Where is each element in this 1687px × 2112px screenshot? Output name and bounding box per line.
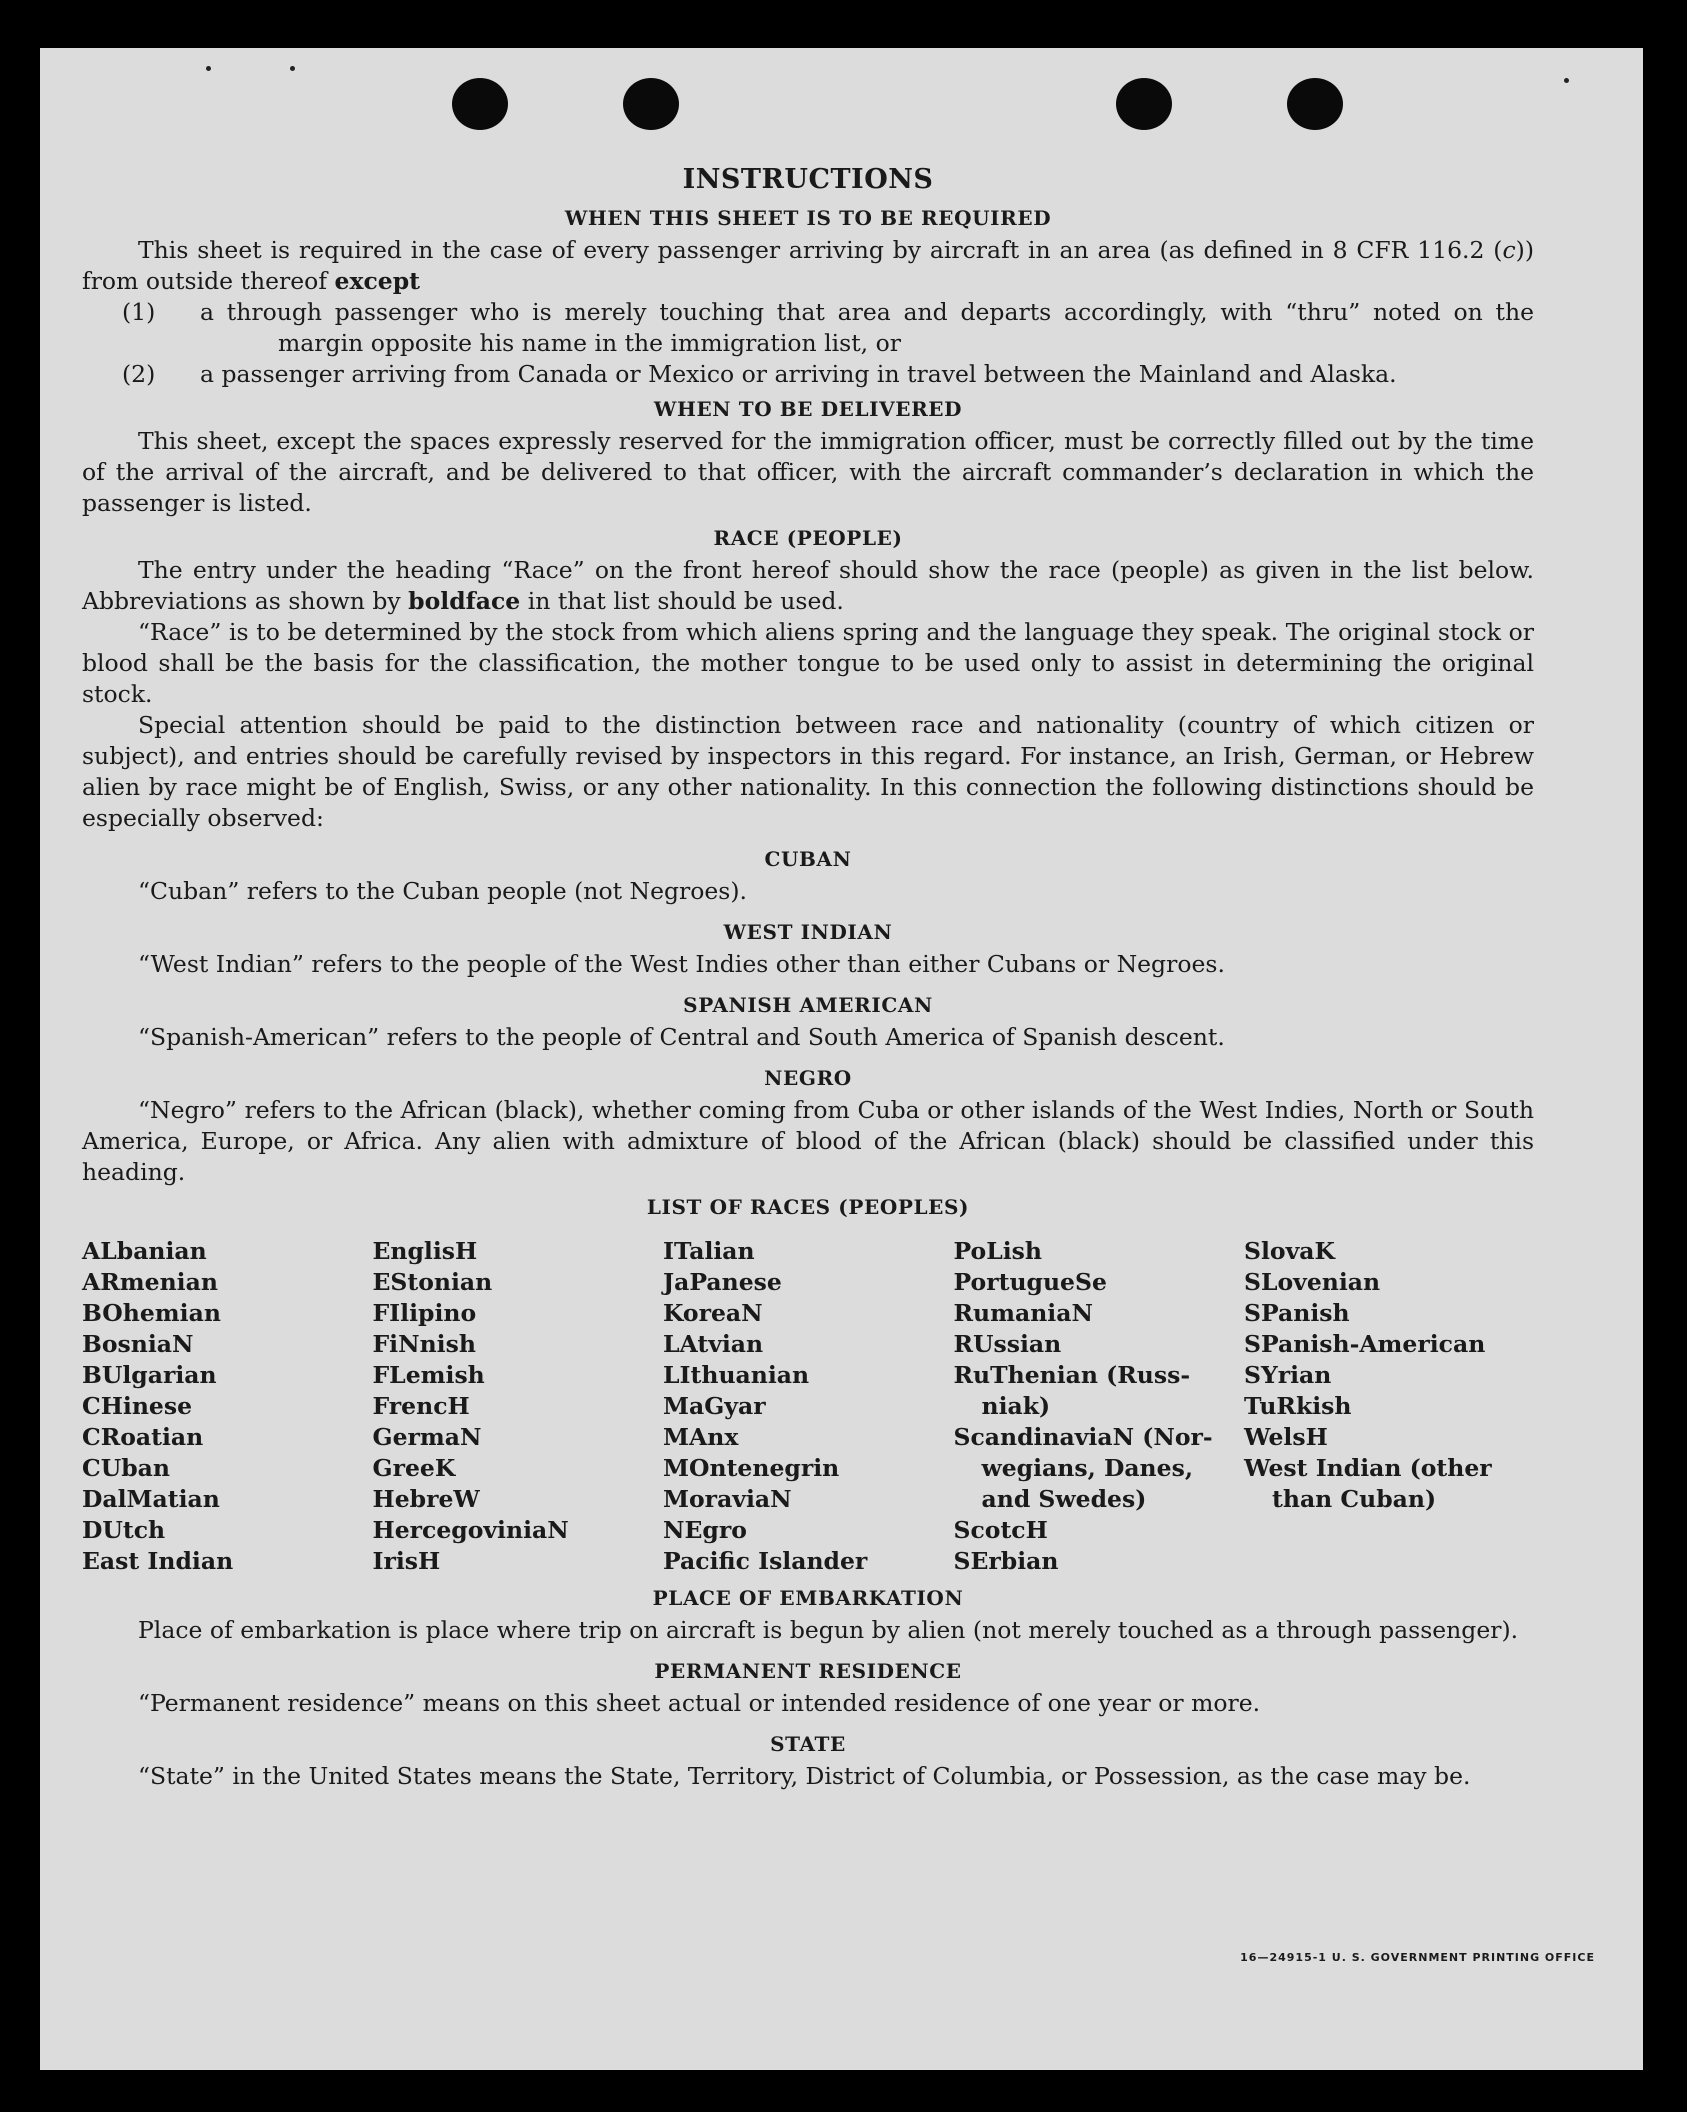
section-heading-list-of-races: LIST OF RACES (PEOPLES) <box>646 1195 970 1219</box>
section-heading-delivered: WHEN TO BE DELIVERED <box>653 397 963 421</box>
race-entry: WelsH <box>1244 1423 1328 1451</box>
state-text: “State” in the United States means the State, Territory, District of Columbia, or Possession, as the case may be. <box>138 1762 1471 1790</box>
races-column <box>954 1236 1244 1577</box>
section-heading-race: RACE (PEOPLE) <box>713 526 903 550</box>
punch-hole <box>623 78 679 130</box>
punch-hole <box>1116 78 1172 130</box>
spanish-american-text: “Spanish-American” refers to the people of Central and South America of Spanish descent. <box>138 1023 1225 1051</box>
scan-speck <box>290 66 295 71</box>
race-entry: niak) <box>981 1392 1051 1420</box>
section-heading-cuban: CUBAN <box>764 847 852 871</box>
race-entry: MoraviaN <box>663 1485 792 1513</box>
printing-office-code: 16—24915-1 U. S. GOVERNMENT PRINTING OFFICE <box>1240 1951 1595 1964</box>
race-entry: EStonian <box>372 1268 493 1296</box>
race-entry: ScotcH <box>953 1516 1048 1544</box>
section-heading-residence: PERMANENT RESIDENCE <box>654 1659 962 1683</box>
section-heading-embarkation: PLACE OF EMBARKATION <box>652 1586 964 1610</box>
race-entry: SYrian <box>1244 1361 1332 1389</box>
race-entry: MAnx <box>663 1423 739 1451</box>
race-entry: ALbanian <box>82 1237 207 1265</box>
document-sheet <box>40 48 1643 2070</box>
race-entry: SErbian <box>953 1547 1059 1575</box>
cuban-text: “Cuban” refers to the Cuban people (not Negroes). <box>138 877 748 905</box>
race-paragraph-2: “Race” is to be determined by the stock from which aliens spring and the language they speak. The original stock or blood shall be the basis for the classification, the mother tongue to be used only to assist in determining the original stock. <box>82 618 1534 708</box>
race-entry: FrencH <box>372 1392 470 1420</box>
race-entry: MOntenegrin <box>663 1454 840 1482</box>
punch-hole <box>1287 78 1343 130</box>
race-entry: BosniaN <box>82 1330 194 1358</box>
race-entry: EnglisH <box>372 1237 478 1265</box>
race-entry: DalMatian <box>82 1485 220 1513</box>
race-entry: than Cuban) <box>1272 1485 1437 1513</box>
scan-speck <box>1564 78 1569 83</box>
race-entry: HebreW <box>372 1485 480 1513</box>
race-entry: FLemish <box>372 1361 485 1389</box>
race-entry: FIlipino <box>372 1299 477 1327</box>
race-paragraph-1: The entry under the heading “Race” on the front hereof should show the race (people) as given in the list below. Abbreviations as shown by boldface in that list should be used. <box>82 556 1534 615</box>
race-entry: GermaN <box>372 1423 482 1451</box>
required-intro: This sheet is required in the case of every passenger arriving by aircraft in an area (as defined in 8 CFR 116.2 (c)) from outside thereof except <box>82 236 1534 295</box>
races-list <box>82 1236 1534 1577</box>
race-entry: and Swedes) <box>981 1485 1147 1513</box>
race-entry: KoreaN <box>663 1299 763 1327</box>
race-entry: DUtch <box>82 1516 166 1544</box>
section-heading-required: WHEN THIS SHEET IS TO BE REQUIRED <box>564 206 1052 230</box>
race-entry: PoLish <box>953 1237 1042 1265</box>
delivered-text: This sheet, except the spaces expressly reserved for the immigration officer, must be correctly filled out by the time of the arrival of the aircraft, and be delivered to that officer, with the aircraft commander’s declaration in which the passenger is listed. <box>82 427 1534 517</box>
page-title: INSTRUCTIONS <box>682 164 934 195</box>
race-entry: LIthuanian <box>663 1361 810 1389</box>
races-column <box>373 1236 663 1577</box>
race-entry: CUban <box>82 1454 170 1482</box>
race-entry: RuThenian (Russ- <box>953 1361 1191 1389</box>
race-entry: SPanish <box>1244 1299 1350 1327</box>
race-entry: CRoatian <box>82 1423 204 1451</box>
race-entry: BUlgarian <box>82 1361 217 1389</box>
west-indian-text: “West Indian” refers to the people of the West Indies other than either Cubans or Negroes. <box>138 950 1225 978</box>
race-entry: FiNnish <box>372 1330 476 1358</box>
race-entry: East Indian <box>82 1547 234 1575</box>
race-entry: SLovenian <box>1244 1268 1381 1296</box>
race-entry: West Indian (other <box>1244 1454 1492 1482</box>
race-entry: wegians, Danes, <box>981 1454 1193 1482</box>
residence-text: “Permanent residence” means on this sheet actual or intended residence of one year or more. <box>138 1689 1261 1717</box>
race-entry: RumaniaN <box>953 1299 1093 1327</box>
race-entry: IrisH <box>372 1547 441 1575</box>
required-item-2: (2) a passenger arriving from Canada or Mexico or arriving in travel between the Mainland and Alaska. <box>122 360 1397 388</box>
race-entry: ITalian <box>663 1237 755 1265</box>
document-body <box>82 163 1534 1792</box>
races-column <box>1244 1236 1534 1577</box>
race-entry: ScandinaviaN (Nor- <box>953 1423 1213 1451</box>
race-entry: ARmenian <box>82 1268 218 1296</box>
race-entry: SlovaK <box>1244 1237 1335 1265</box>
punch-hole <box>452 78 508 130</box>
races-column <box>663 1236 953 1577</box>
race-entry: TuRkish <box>1244 1392 1352 1420</box>
races-column <box>82 1236 372 1577</box>
race-entry: Pacific Islander <box>663 1547 868 1575</box>
embarkation-text: Place of embarkation is place where trip on aircraft is begun by alien (not merely touched as a through passenger). <box>138 1616 1519 1644</box>
race-entry: NEgro <box>663 1516 747 1544</box>
section-heading-spanish-american: SPANISH AMERICAN <box>683 993 933 1017</box>
race-paragraph-3: Special attention should be paid to the distinction between race and nationality (country of which citizen or subject), and entries should be carefully revised by inspectors in this regard. For instance, an Irish, German, or Hebrew alien by race might be of English, Swiss, or any other nationality. In this connection the following distinctions should be especially observed: <box>82 711 1534 832</box>
section-heading-west-indian: WEST INDIAN <box>723 920 893 944</box>
race-entry: RUssian <box>953 1330 1062 1358</box>
race-entry: BOhemian <box>82 1299 221 1327</box>
race-entry: MaGyar <box>663 1392 766 1420</box>
negro-text: “Negro” refers to the African (black), whether coming from Cuba or other islands of the West Indies, North or South America, Europe, or Africa. Any alien with admixture of blood of the African (black) should be classified under this heading. <box>82 1096 1534 1186</box>
section-heading-state: STATE <box>770 1732 846 1756</box>
race-entry: HercegoviniaN <box>372 1516 569 1544</box>
scan-speck <box>206 66 211 71</box>
race-entry: SPanish-American <box>1244 1330 1486 1358</box>
race-entry: CHinese <box>82 1392 193 1420</box>
race-entry: JaPanese <box>663 1268 782 1296</box>
required-item-1: (1) a through passenger who is merely touching that area and departs accordingly, with “thru” noted on the margin opposite his name in the immigration list, or <box>122 298 1534 357</box>
race-entry: LAtvian <box>663 1330 764 1358</box>
race-entry: GreeK <box>372 1454 456 1482</box>
race-entry: PortugueSe <box>953 1268 1107 1296</box>
section-heading-negro: NEGRO <box>764 1066 852 1090</box>
